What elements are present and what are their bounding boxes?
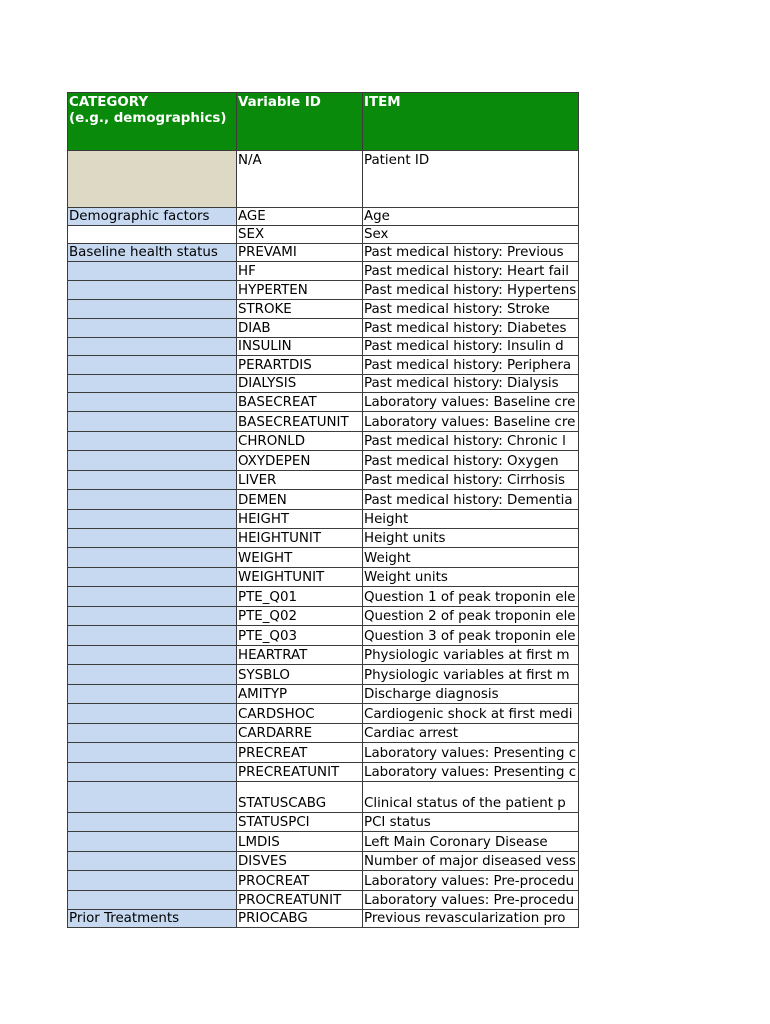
item-cell[interactable]: Laboratory values: Presenting c (363, 743, 579, 763)
category-cell[interactable] (68, 356, 237, 375)
item-cell[interactable]: Past medical history: Chronic l (363, 432, 579, 451)
item-cell[interactable]: Age (363, 208, 579, 226)
variable-id-cell[interactable]: WEIGHTUNIT (237, 568, 363, 587)
table-row (68, 607, 579, 626)
category-cell[interactable] (68, 704, 237, 724)
category-cell[interactable] (68, 763, 237, 782)
variable-id-cell[interactable]: PRIOCABG (237, 910, 363, 928)
data-dictionary-table (67, 92, 579, 928)
item-cell[interactable]: Clinical status of the patient p (363, 782, 579, 813)
variable-id-cell[interactable]: PTE_Q01 (237, 587, 363, 607)
item-cell[interactable]: Patient ID (363, 151, 579, 208)
variable-id-cell[interactable]: WEIGHT (237, 548, 363, 568)
item-cell[interactable]: Past medical history: Diabetes (363, 319, 579, 338)
category-cell[interactable] (68, 281, 237, 300)
item-cell[interactable]: Past medical history: Dementia (363, 490, 579, 510)
variable-id-cell[interactable]: PTE_Q03 (237, 626, 363, 646)
table-row (68, 852, 579, 871)
table-row (68, 704, 579, 724)
table-row (68, 832, 579, 852)
variable-id-cell[interactable]: HYPERTEN (237, 281, 363, 300)
variable-id-cell[interactable]: AMITYP (237, 685, 363, 704)
variable-id-cell[interactable]: PREVAMI (237, 244, 363, 262)
item-cell[interactable]: Laboratory values: Baseline cre (363, 412, 579, 432)
category-cell[interactable] (68, 451, 237, 471)
header-item[interactable]: ITEM (363, 93, 579, 151)
table-row (68, 548, 579, 568)
variable-id-cell[interactable]: AGE (237, 208, 363, 226)
variable-id-cell[interactable]: LIVER (237, 471, 363, 490)
table-row (68, 208, 579, 226)
variable-id-cell[interactable]: PERARTDIS (237, 356, 363, 375)
table-row (68, 281, 579, 300)
item-cell[interactable]: Cardiac arrest (363, 724, 579, 743)
category-cell[interactable] (68, 724, 237, 743)
table-row (68, 763, 579, 782)
category-cell[interactable] (68, 832, 237, 852)
item-cell[interactable]: Laboratory values: Baseline cre (363, 393, 579, 412)
table-row (68, 244, 579, 262)
variable-id-cell[interactable]: HEIGHTUNIT (237, 529, 363, 548)
variable-id-cell[interactable]: HEARTRAT (237, 646, 363, 665)
item-cell[interactable]: Past medical history: Periphera (363, 356, 579, 375)
table-row (68, 490, 579, 510)
variable-id-cell[interactable]: LMDIS (237, 832, 363, 852)
table-row (68, 910, 579, 928)
variable-id-cell[interactable]: DEMEN (237, 490, 363, 510)
category-cell[interactable] (68, 891, 237, 910)
category-cell[interactable]: Baseline health status (68, 244, 237, 262)
item-cell[interactable]: Previous revascularization pro (363, 910, 579, 928)
item-cell[interactable]: Physiologic variables at first m (363, 665, 579, 685)
table-row (68, 375, 579, 393)
table-row (68, 226, 579, 244)
variable-id-cell[interactable]: BASECREAT (237, 393, 363, 412)
table-row (68, 356, 579, 375)
variable-id-cell[interactable]: PROCREATUNIT (237, 891, 363, 910)
item-cell[interactable]: Number of major diseased vess (363, 852, 579, 871)
category-cell[interactable] (68, 471, 237, 490)
item-cell[interactable]: Laboratory values: Presenting c (363, 763, 579, 782)
table-row (68, 587, 579, 607)
item-cell[interactable]: Weight units (363, 568, 579, 587)
item-cell[interactable]: Height (363, 510, 579, 529)
header-category[interactable] (68, 93, 237, 151)
header-category-line1: CATEGORY (69, 95, 149, 110)
table-row (68, 262, 579, 281)
variable-id-cell[interactable]: STROKE (237, 300, 363, 319)
category-cell[interactable] (68, 587, 237, 607)
category-cell[interactable] (68, 743, 237, 763)
item-cell[interactable]: Cardiogenic shock at first medi (363, 704, 579, 724)
category-cell[interactable]: Demographic factors (68, 208, 237, 226)
variable-id-cell[interactable]: HEIGHT (237, 510, 363, 529)
item-cell[interactable]: Past medical history: Stroke (363, 300, 579, 319)
item-cell[interactable]: Question 3 of peak troponin ele (363, 626, 579, 646)
table-row (68, 685, 579, 704)
variable-id-cell[interactable]: BASECREATUNIT (237, 412, 363, 432)
category-cell[interactable] (68, 226, 237, 244)
item-cell[interactable]: Physiologic variables at first m (363, 646, 579, 665)
variable-id-cell[interactable]: HF (237, 262, 363, 281)
table-row (68, 510, 579, 529)
variable-id-cell[interactable]: PRECREAT (237, 743, 363, 763)
variable-id-cell[interactable]: CARDSHOC (237, 704, 363, 724)
variable-id-cell[interactable]: SEX (237, 226, 363, 244)
category-cell[interactable] (68, 871, 237, 891)
table-row (68, 432, 579, 451)
table-row (68, 300, 579, 319)
table-row (68, 743, 579, 763)
category-cell[interactable] (68, 548, 237, 568)
variable-id-cell[interactable]: DIALYSIS (237, 375, 363, 393)
item-cell[interactable]: Past medical history: Heart fail (363, 262, 579, 281)
table-row (68, 724, 579, 743)
table-row (68, 151, 579, 208)
item-cell[interactable]: Laboratory values: Pre-procedu (363, 871, 579, 891)
variable-id-cell[interactable]: PRECREATUNIT (237, 763, 363, 782)
category-cell[interactable] (68, 665, 237, 685)
category-cell[interactable] (68, 510, 237, 529)
category-cell[interactable] (68, 782, 237, 813)
header-variable-id[interactable]: Variable ID (237, 93, 363, 151)
table-row (68, 665, 579, 685)
category-cell[interactable] (68, 319, 237, 338)
category-cell[interactable] (68, 412, 237, 432)
variable-id-cell[interactable]: DIAB (237, 319, 363, 338)
table-row (68, 451, 579, 471)
category-cell[interactable] (68, 568, 237, 587)
item-cell[interactable]: Height units (363, 529, 579, 548)
table-row (68, 813, 579, 832)
category-cell[interactable] (68, 607, 237, 626)
item-cell[interactable]: Question 1 of peak troponin ele (363, 587, 579, 607)
table-row (68, 319, 579, 338)
category-cell[interactable] (68, 490, 237, 510)
variable-id-cell[interactable]: PROCREAT (237, 871, 363, 891)
variable-id-cell[interactable]: OXYDEPEN (237, 451, 363, 471)
variable-id-cell[interactable]: CHRONLD (237, 432, 363, 451)
category-cell[interactable] (68, 393, 237, 412)
variable-id-cell[interactable]: DISVES (237, 852, 363, 871)
header-row (68, 93, 579, 151)
item-cell[interactable]: Discharge diagnosis (363, 685, 579, 704)
item-cell[interactable]: Sex (363, 226, 579, 244)
table-row (68, 412, 579, 432)
table-row (68, 471, 579, 490)
item-cell[interactable]: Past medical history: Previous (363, 244, 579, 262)
item-cell[interactable]: Weight (363, 548, 579, 568)
variable-id-cell[interactable]: INSULIN (237, 338, 363, 356)
item-cell[interactable]: Past medical history: Cirrhosis (363, 471, 579, 490)
category-cell[interactable] (68, 646, 237, 665)
category-cell[interactable] (68, 432, 237, 451)
item-cell[interactable]: PCI status (363, 813, 579, 832)
item-cell[interactable]: Past medical history: Hypertens (363, 281, 579, 300)
table-row (68, 891, 579, 910)
variable-id-cell[interactable]: STATUSPCI (237, 813, 363, 832)
table-row (68, 782, 579, 813)
table-row (68, 393, 579, 412)
category-cell[interactable] (68, 338, 237, 356)
item-cell[interactable]: Past medical history: Insulin d (363, 338, 579, 356)
variable-id-cell[interactable]: N/A (237, 151, 363, 208)
table-row (68, 529, 579, 548)
category-cell[interactable] (68, 375, 237, 393)
category-cell[interactable] (68, 529, 237, 548)
table-row (68, 626, 579, 646)
category-cell[interactable] (68, 852, 237, 871)
item-cell[interactable]: Question 2 of peak troponin ele (363, 607, 579, 626)
variable-id-cell[interactable]: STATUSCABG (237, 782, 363, 813)
variable-id-cell[interactable]: PTE_Q02 (237, 607, 363, 626)
table-row (68, 646, 579, 665)
category-cell[interactable] (68, 685, 237, 704)
variable-id-cell[interactable]: SYSBLO (237, 665, 363, 685)
item-cell[interactable]: Past medical history: Oxygen (363, 451, 579, 471)
item-cell[interactable]: Past medical history: Dialysis (363, 375, 579, 393)
category-cell[interactable] (68, 300, 237, 319)
variable-id-cell[interactable]: CARDARRE (237, 724, 363, 743)
item-cell[interactable]: Laboratory values: Pre-procedu (363, 891, 579, 910)
category-cell[interactable]: Prior Treatments (68, 910, 237, 928)
table-row (68, 871, 579, 891)
header-category-line2: (e.g., demographics) (69, 111, 227, 126)
category-cell[interactable] (68, 262, 237, 281)
category-cell[interactable] (68, 151, 237, 208)
item-cell[interactable]: Left Main Coronary Disease (363, 832, 579, 852)
table-row (68, 568, 579, 587)
category-cell[interactable] (68, 813, 237, 832)
table-row (68, 338, 579, 356)
category-cell[interactable] (68, 626, 237, 646)
